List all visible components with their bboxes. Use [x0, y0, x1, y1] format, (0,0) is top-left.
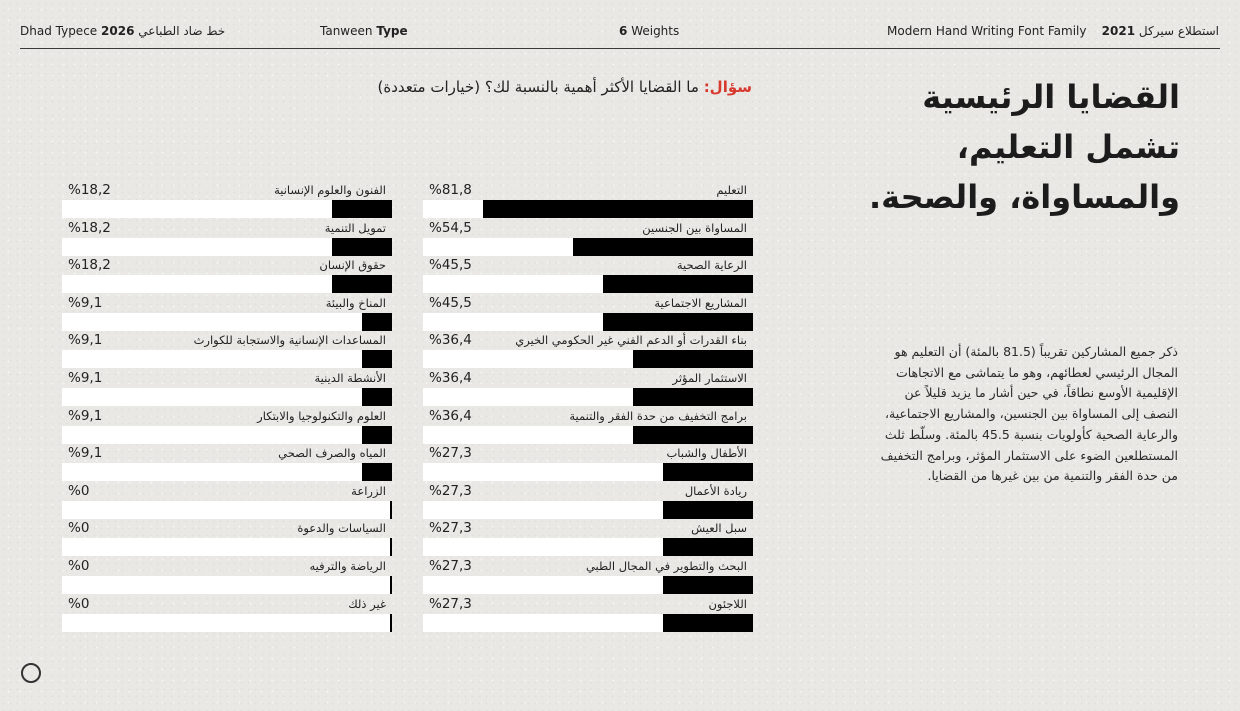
chart-row [423, 181, 753, 219]
survey-question [378, 78, 753, 96]
value-label: %0 [68, 482, 90, 499]
chart-row [62, 444, 392, 482]
bar [663, 614, 753, 632]
category-label: المناخ والبيئة [325, 295, 386, 310]
value-label: %27,3 [429, 595, 472, 612]
bar [483, 200, 753, 218]
weights-number: 6 [619, 24, 628, 38]
chart-row [423, 444, 753, 482]
chart-row [62, 482, 392, 520]
chart-row [62, 219, 392, 257]
bar [633, 350, 753, 368]
value-label: %0 [68, 595, 90, 612]
weights-label: Weights [631, 24, 680, 38]
category-label: الفنون والعلوم الإنسانية [274, 183, 386, 197]
chart-row [62, 595, 392, 633]
value-label: %0 [68, 520, 90, 537]
question-label: سؤال: [703, 78, 752, 96]
category-label: بناء القدرات أو الدعم الفني غير الحكومي الخيري [515, 333, 747, 348]
bar [332, 238, 392, 256]
header-right [1102, 24, 1219, 38]
bar [603, 275, 753, 293]
bar-track [62, 614, 392, 632]
chart-row [62, 331, 392, 369]
chart-row [423, 557, 753, 595]
survey-year: 2021 [1101, 24, 1136, 38]
header-family: Modern Hand Writing Font Family [887, 24, 1087, 38]
category-label: الزراعة [351, 483, 386, 498]
bar [633, 426, 753, 444]
bar [362, 388, 392, 406]
bar [663, 501, 753, 519]
value-label: %27,3 [429, 558, 472, 574]
category-label: الأطفال والشباب [666, 446, 747, 461]
brand-arabic: خط ضاد الطباعي [138, 24, 226, 38]
chart-row [62, 519, 392, 557]
header-left [20, 24, 225, 38]
value-label: %36,4 [429, 370, 472, 386]
category-label: المساواة بين الجنسين [642, 220, 747, 235]
tanween-label: Tanween [320, 24, 373, 38]
bar [362, 313, 392, 331]
bar [603, 313, 753, 331]
bar [390, 501, 392, 519]
chart-row [423, 595, 753, 633]
chart-row [423, 407, 753, 445]
category-label: البحث والتطوير في المجال الطبي [585, 559, 747, 573]
header-tanween [320, 24, 408, 38]
chart-row [62, 557, 392, 595]
headline: القضايا الرئيسية تشمل التعليم، والمساواة، والصحة. [869, 78, 1180, 216]
chart-row [62, 407, 392, 445]
category-label: المساعدات الإنسانية والاستجابة للكوارث [193, 333, 386, 348]
category-label: المشاريع الاجتماعية [654, 295, 747, 310]
value-label: %81,8 [429, 182, 472, 198]
brand-year: 2026 [101, 24, 135, 38]
category-label: السياسات والدعوة [297, 521, 386, 536]
value-label: %27,3 [429, 520, 472, 537]
value-label: %36,4 [429, 407, 472, 424]
bar-track [62, 538, 392, 556]
header-weights [619, 24, 679, 38]
bar [573, 238, 753, 256]
bar [332, 200, 392, 218]
category-label: التعليم [716, 183, 747, 197]
category-label: الرياضة والترفيه [309, 559, 386, 573]
survey-title: استطلاع سيركل [1138, 24, 1219, 38]
bar [390, 576, 392, 594]
brand-name: Dhad Typece [20, 24, 98, 38]
category-label: الأنشطة الدينية [314, 371, 386, 385]
chart-row [62, 181, 392, 219]
bar-track [62, 463, 392, 481]
chart-row [62, 256, 392, 294]
chart-row [62, 369, 392, 407]
bar [663, 538, 753, 556]
value-label: %18,2 [68, 182, 111, 198]
category-label: تمويل التنمية [324, 220, 386, 235]
chart-row [423, 256, 753, 294]
value-label: %27,3 [429, 482, 472, 499]
value-label: %9,1 [68, 407, 103, 424]
value-label: %36,4 [429, 332, 472, 349]
value-label: %27,3 [429, 445, 472, 462]
category-label: العلوم والتكنولوجيا والابتكار [257, 408, 386, 423]
value-label: %18,2 [68, 219, 111, 236]
category-label: الرعاية الصحية [676, 258, 747, 273]
chart-row [62, 294, 392, 332]
bar [362, 350, 392, 368]
bar [663, 463, 753, 481]
bar [390, 538, 392, 556]
value-label: %9,1 [68, 294, 103, 311]
bar [633, 388, 753, 406]
bar [663, 576, 753, 594]
category-label: برامج التخفيف من حدة الفقر والتنمية [569, 408, 747, 423]
chart-row [423, 294, 753, 332]
value-label: %9,1 [68, 332, 103, 349]
bar [390, 614, 392, 632]
chart-row [423, 331, 753, 369]
chart-row [423, 369, 753, 407]
bar-track [62, 313, 392, 331]
summary-paragraph: ذكر جميع المشاركين تقريباً (81.5 بالمئة) أن التعليم هو المجال الرئيسي لعطائهم، وهو ما يتماشى مع الاتجاهات الإقليمية الأوسع نطاقاً، في حين أشار ما يزيد قليلاً عن النصف إلى المساواة بين الجنسين، والمشاريع الاجتماعية، والرعاية الصحية كأولويات بنسبة 45.5 بالمئة. وسلّط ثلث المستطلعين الضوء على الاستثمار المؤثر، وبرامج التخفيف من حدة الفقر والتنمية من بين غيرها من القضايا. [880, 344, 1178, 484]
bar [362, 463, 392, 481]
header-divider [20, 48, 1220, 49]
value-label: %9,1 [68, 445, 103, 462]
value-label: %18,2 [68, 257, 111, 274]
bar-track [62, 501, 392, 519]
value-label: %45,5 [429, 294, 472, 311]
category-label: المياه والصرف الصحي [278, 446, 386, 461]
bar-chart-secondary [62, 181, 392, 633]
bar-chart-main [423, 181, 753, 633]
value-label: %9,1 [68, 370, 103, 386]
category-label: غير ذلك [348, 596, 386, 611]
chart-row [423, 219, 753, 257]
bar [332, 275, 392, 293]
bar-track [62, 388, 392, 406]
question-text: ما القضايا الأكثر أهمية بالنسبة لك؟ (خيارات متعددة) [377, 78, 699, 96]
type-label: Type [376, 24, 408, 38]
category-label: الاستثمار المؤثر [672, 371, 747, 385]
category-label: اللاجئون [708, 596, 747, 611]
value-label: %45,5 [429, 257, 472, 274]
category-label: سبل العيش [691, 521, 747, 536]
bar-track [62, 426, 392, 444]
chart-row [423, 519, 753, 557]
circle-icon [21, 663, 41, 683]
value-label: %0 [68, 558, 90, 574]
value-label: %54,5 [429, 219, 472, 236]
bar [362, 426, 392, 444]
bar-track [62, 576, 392, 594]
bar-track [62, 350, 392, 368]
category-label: حقوق الإنسان [319, 258, 386, 273]
chart-row [423, 482, 753, 520]
category-label: ريادة الأعمال [684, 483, 747, 498]
